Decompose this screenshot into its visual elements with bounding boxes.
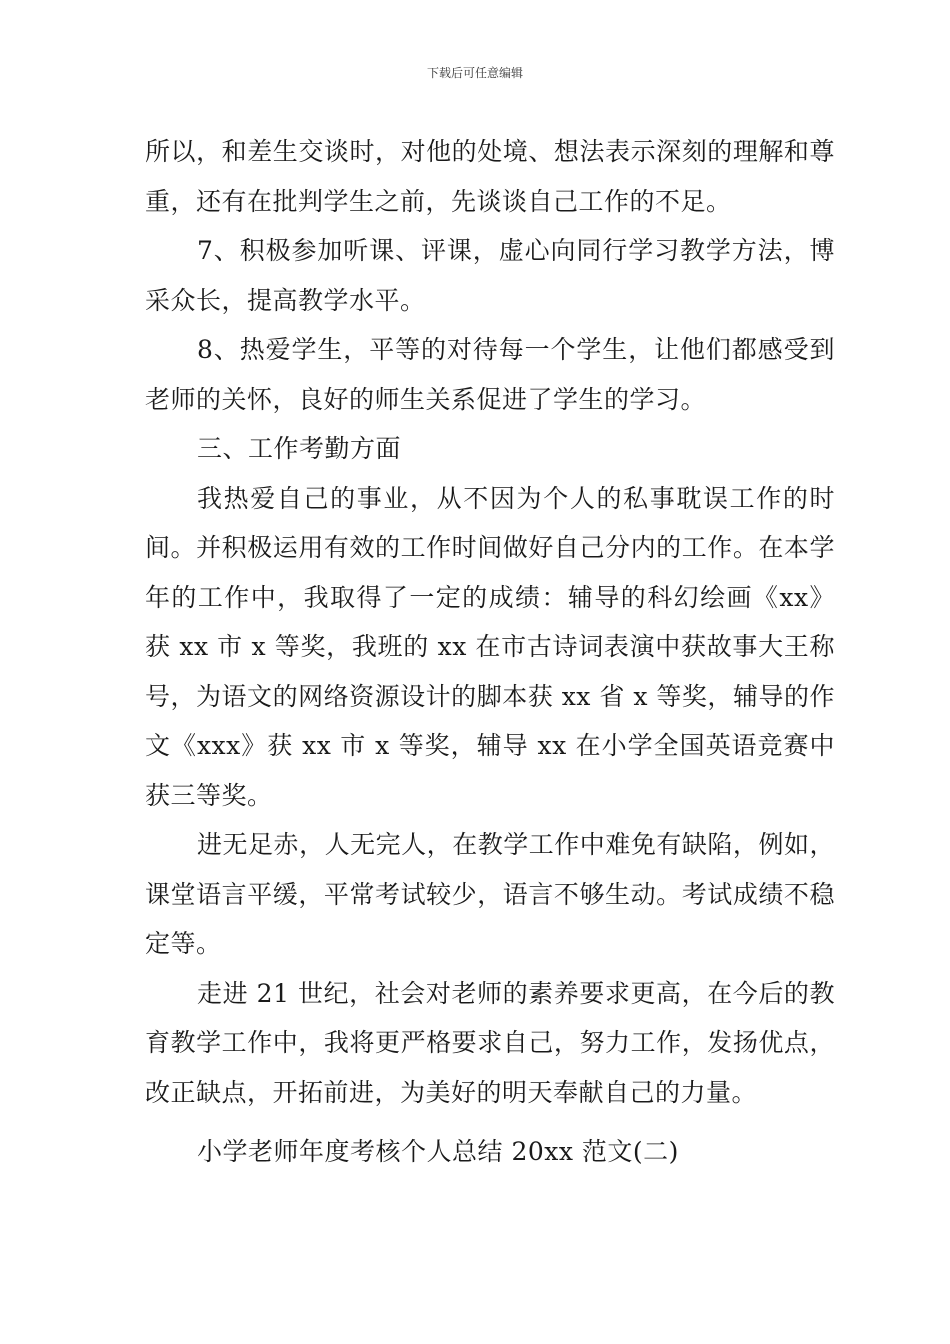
paragraph-item-8: 8、热爱学生，平等的对待每一个学生，让他们都感受到老师的关怀，良好的师生关系促进了学生的学习。 — [145, 335, 835, 414]
section-heading-attendance: 三、工作考勤方面 — [197, 434, 402, 463]
paragraph-item-7: 7、积极参加听课、评课，虚心向同行学习教学方法，博采众长，提高教学水平。 — [145, 236, 835, 315]
document-body — [145, 127, 835, 1177]
paragraph-understanding-respect: 所以，和差生交谈时，对他的处境、想法表示深刻的理解和尊重，还有在批判学生之前，先谈谈自己工作的不足。 — [145, 137, 835, 216]
page-header: 下载后可任意编辑 — [426, 66, 523, 80]
paragraph-achievements: 我热爱自己的事业，从不因为个人的私事耽误工作的时间。并积极运用有效的工作时间做好自己分内的工作。在本学年的工作中，我取得了一定的成绩：辅导的科幻绘画《xx》获 xx 市 x 等奖，我班的 xx 在市古诗词表演中获故事大王称号，为语文的网络资源设计的脚本获 xx 省 x 等奖，辅导的作文《xxx》获 xx 市 x 等奖，辅导 xx 在小学全国英语竞赛中获三等奖。 — [145, 483, 835, 810]
paragraph-shortcomings: 进无足赤，人无完人，在教学工作中难免有缺陷，例如，课堂语言平缓，平常考试较少，语言不够生动。考试成绩不稳定等。 — [145, 830, 835, 958]
paragraph-future-plans: 走进 21 世纪，社会对老师的素养要求更高，在今后的教育教学工作中，我将更严格要求自己，努力工作，发扬优点，改正缺点，开拓前进，为美好的明天奉献自己的力量。 — [145, 978, 835, 1107]
document-title-part-two: 小学老师年度考核个人总结 20xx 范文(二) — [197, 1137, 679, 1166]
